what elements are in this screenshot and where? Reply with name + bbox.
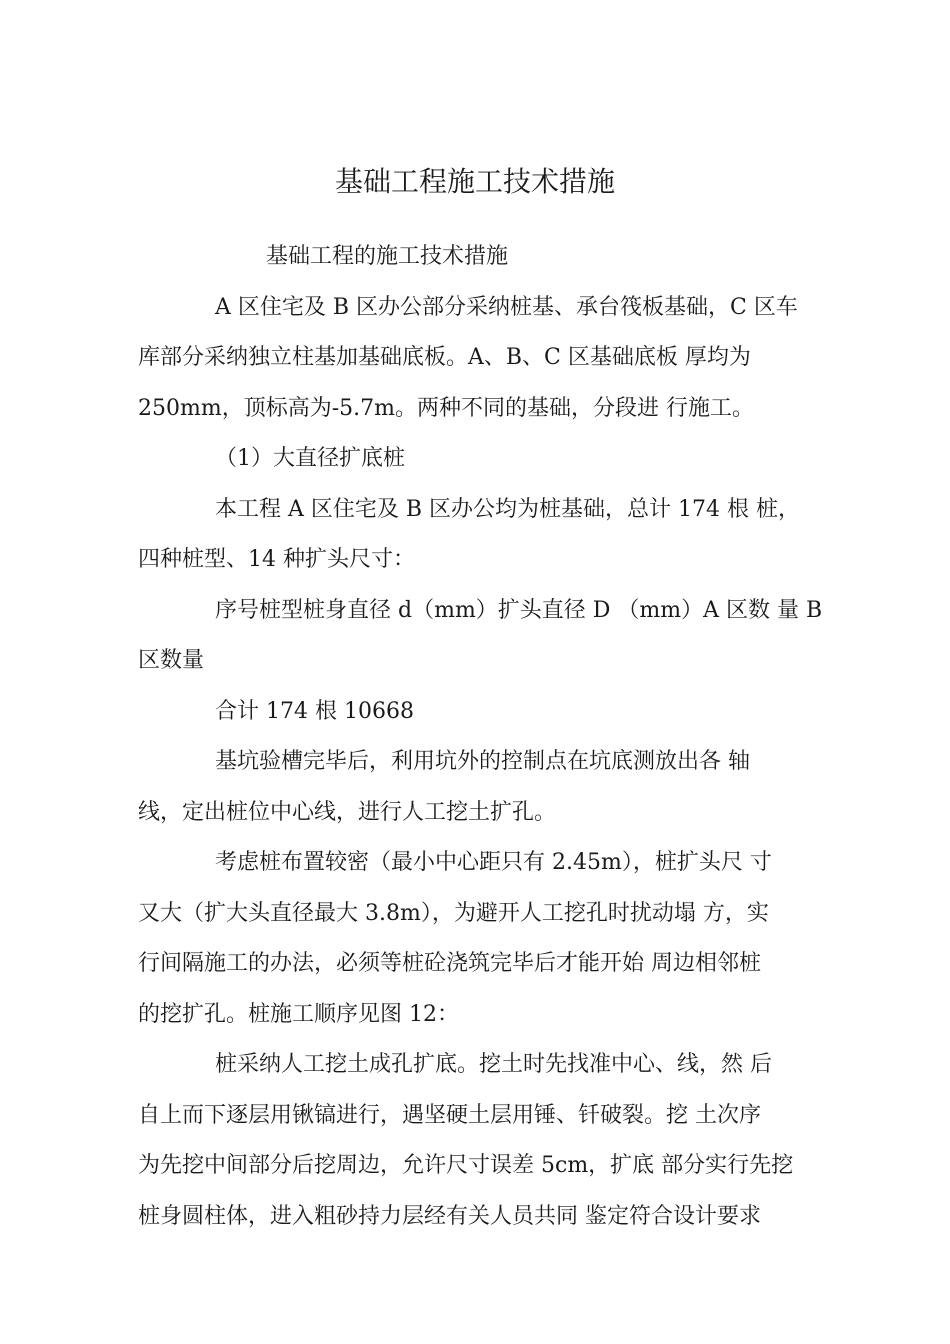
paragraph-line: A 区住宅及 B 区办公部分采纳桩基、承台筏板基础，C 区车 — [215, 294, 798, 320]
paragraph-line: 考虑桩布置较密（最小中心距只有 2.45m），桩扩头尺 寸 — [215, 850, 772, 875]
document-title: 基础工程施工技术措施 — [334, 165, 615, 198]
paragraph-line: 自上而下逐层用锹镐进行，遇坚硬土层用锤、钎破裂。挖 土次序 — [138, 1102, 761, 1128]
paragraph-line: 序号桩型桩身直径 d（mm）扩头直径 D （mm）A 区数 量 B — [215, 597, 823, 623]
paragraph-line: 合计 174 根 10668 — [215, 698, 414, 724]
subsection-heading: （1）大直径扩底桩 — [215, 446, 405, 471]
paragraph-line: 基坑验槽完毕后，利用坑外的控制点在坑底测放出各 轴 — [215, 749, 750, 774]
paragraph-line: 250mm，顶标高为-5.7m。两种不同的基础，分段进 行施工。 — [138, 395, 754, 421]
paragraph-line: 为先挖中间部分后挖周边，允许尺寸误差 5cm，扩底 部分实行先挖 — [138, 1153, 794, 1178]
paragraph-line: 的挖扩孔。桩施工顺序见图 12： — [138, 1001, 459, 1027]
paragraph-line: 线，定出桩位中心线，进行人工挖土扩孔。 — [138, 799, 557, 825]
paragraph-line: 库部分采纳独立柱基加基础底板。A、B、C 区基础底板 厚均为 — [138, 345, 751, 370]
paragraph-line: 行间隔施工的办法，必须等桩砼浇筑完毕后才能开始 周边相邻桩 — [138, 951, 761, 976]
document-body — [138, 232, 828, 1242]
paragraph-line: 四种桩型、14 种扩头尺寸： — [138, 547, 415, 572]
paragraph-line: 本工程 A 区住宅及 B 区办公均为桩基础，总计 174 根 桩， — [215, 496, 800, 522]
paragraph-line: 桩采纳人工挖土成孔扩底。挖土时先找准中心、线，然 后 — [215, 1052, 772, 1077]
section-heading: 基础工程的施工技术措施 — [266, 244, 509, 269]
paragraph-line: 区数量 — [138, 648, 205, 673]
paragraph-line: 又大（扩大头直径最大 3.8m），为避开人工挖孔时扰动塌 方，实 — [138, 900, 769, 926]
paragraph-line: 桩身圆柱体，进入粗砂持力层经有关人员共同 鉴定符合设计要求 — [138, 1203, 761, 1229]
